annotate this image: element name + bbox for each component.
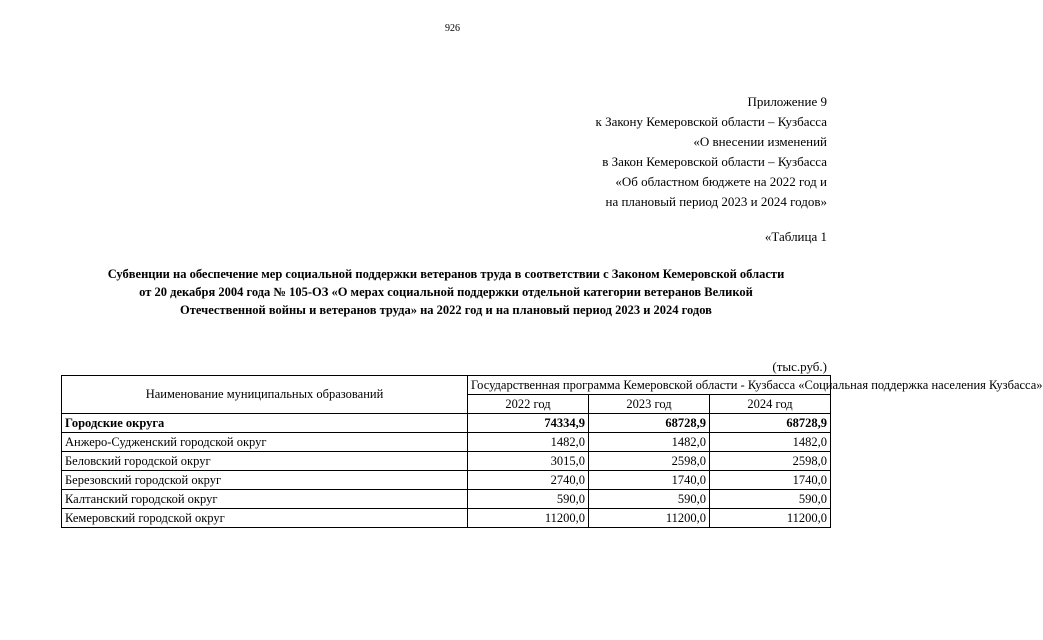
row-name: Березовский городской округ (62, 471, 468, 490)
value-2023: 1482,0 (589, 433, 710, 452)
row-name: Городские округа (62, 414, 468, 433)
appendix-line: к Закону Кемеровской области – Кузбасса (595, 114, 827, 129)
value-2023: 11200,0 (589, 509, 710, 528)
row-name: Анжеро-Судженский городской округ (62, 433, 468, 452)
title-line: Отечественной войны и ветеранов труда» на 2022 год и на плановый период 2023 и 2024 годов (180, 303, 712, 317)
title-line: Субвенции на обеспечение мер социальной поддержки ветеранов труда в соответствии с Законом Кемеровской области (107, 267, 785, 281)
title-line: от 20 декабря 2004 года № 105-ОЗ «О мерах социальной поддержки отдельной категории ветеранов Великой (139, 285, 753, 299)
value-2023: 68728,9 (589, 414, 710, 433)
name-column-header: Наименование муниципальных образований (62, 376, 468, 414)
table-row (62, 433, 831, 452)
appendix-line: «Об областном бюджете на 2022 год и (615, 174, 827, 189)
document-title (62, 265, 830, 319)
value-2024: 1740,0 (710, 471, 831, 490)
value-2022: 1482,0 (468, 433, 589, 452)
value-2024: 1482,0 (710, 433, 831, 452)
appendix-line: на плановый период 2023 и 2024 годов» (605, 194, 827, 209)
units-label: (тыс.руб.) (772, 359, 827, 374)
appendix-line: «О внесении изменений (693, 134, 827, 149)
value-2023: 1740,0 (589, 471, 710, 490)
row-name: Калтанский городской округ (62, 490, 468, 509)
year-header-2023: 2023 год (589, 395, 710, 414)
table-row (62, 452, 831, 471)
value-2024: 2598,0 (710, 452, 831, 471)
appendix-line: в Закон Кемеровской области – Кузбасса (602, 154, 827, 169)
value-2022: 2740,0 (468, 471, 589, 490)
appendix-header (596, 92, 828, 212)
value-2024: 68728,9 (710, 414, 831, 433)
table-row (62, 471, 831, 490)
page-number: 926 (445, 23, 460, 34)
value-2022: 3015,0 (468, 452, 589, 471)
value-2023: 590,0 (589, 490, 710, 509)
program-column-header: Государственная программа Кемеровской области - Кузбасса «Социальная поддержка населения Кузбасса» (468, 376, 831, 395)
value-2024: 590,0 (710, 490, 831, 509)
value-2022: 590,0 (468, 490, 589, 509)
row-name: Беловский городской округ (62, 452, 468, 471)
year-header-2024: 2024 год (710, 395, 831, 414)
year-header-2022: 2022 год (468, 395, 589, 414)
value-2024: 11200,0 (710, 509, 831, 528)
table-row (62, 490, 831, 509)
row-name: Кемеровский городской округ (62, 509, 468, 528)
appendix-line: Приложение 9 (747, 94, 827, 109)
value-2022: 74334,9 (468, 414, 589, 433)
table-reference: «Таблица 1 (764, 229, 827, 244)
subsidies-table (61, 375, 1043, 528)
value-2022: 11200,0 (468, 509, 589, 528)
table-row-total (62, 414, 831, 433)
table-row (62, 509, 831, 528)
value-2023: 2598,0 (589, 452, 710, 471)
table-header-row (62, 376, 831, 395)
